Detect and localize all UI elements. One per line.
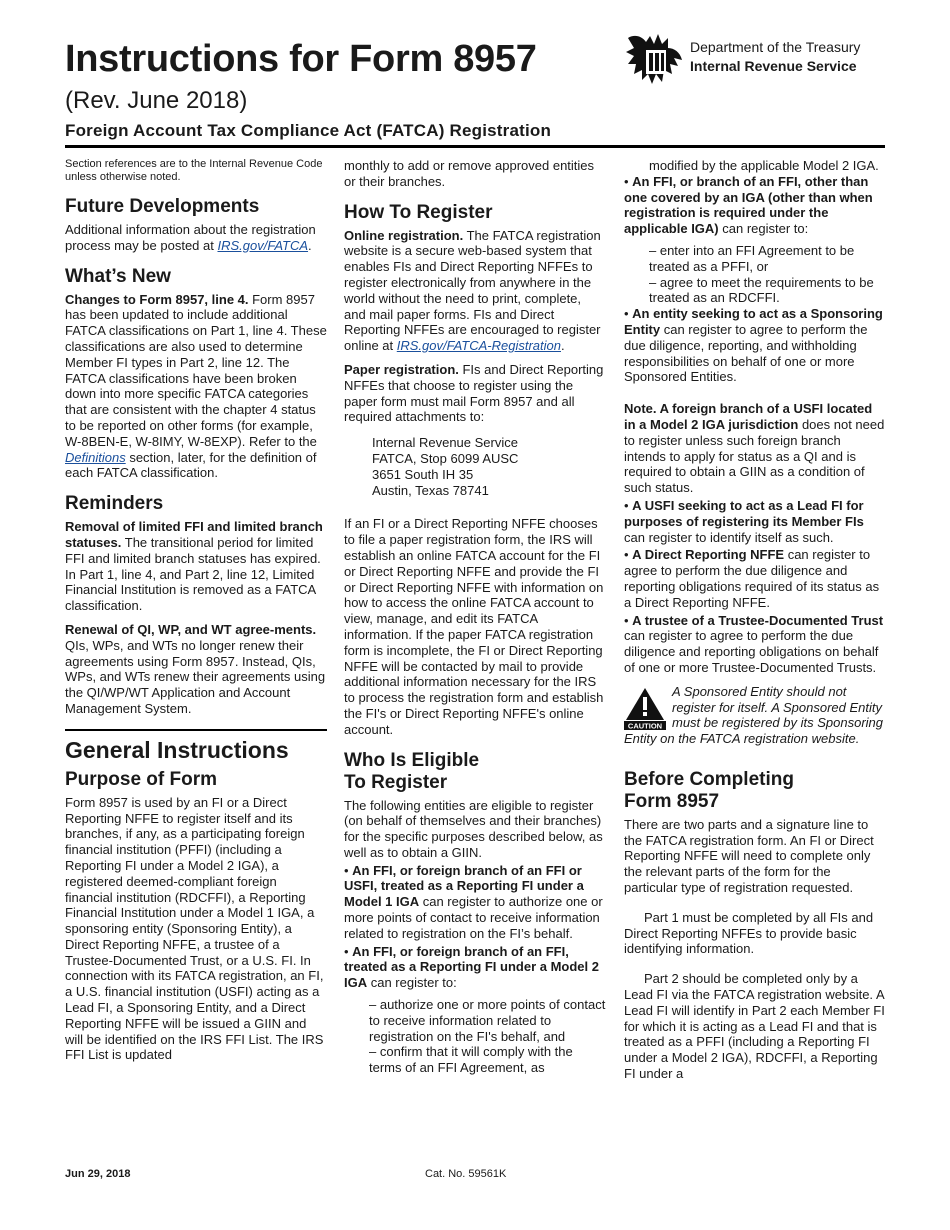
future-developments-heading: Future Developments (65, 196, 260, 217)
mailing-address: Internal Revenue Service FATCA, Stop 6099 AUSC 3651 South IH 35 Austin, Texas 78741 (372, 435, 519, 498)
column-1 (65, 158, 327, 1071)
whats-new-heading: What’s New (65, 265, 171, 287)
part2-text: Part 2 should be completed only by a Lead FI via the FATCA registration website. A Lead FI will identify in Part 2 each Member FI for which it is acting as a Lead FI and that is treated as a PFFI (including a Reporting FI under a Model 2 IGA), RDCFFI, a Reporting FI under a (624, 971, 885, 1082)
column-3 (624, 158, 886, 1090)
col2-continued-text: monthly to add or remove approved entities or their branches. (344, 158, 595, 189)
note-paragraph: Note. A foreign branch of a USFI located in a Model 2 IGA jurisdiction does not need to register unless such foreign branch intends to apply for status as a QI and is required to obtain a GIIN as a condition of such status. (624, 401, 885, 496)
page-title: Instructions for Form 8957 (65, 38, 537, 80)
renewal-paragraph: Renewal of QI, WP, and WT agree-ments. QIs, WPs, and WTs no longer renew their agreements using Form 8957. Instead, QIs, WPs, and WTs renew their agreements using the QI/WP/WT Application and Account Management System. (65, 621, 326, 716)
changes-paragraph: Changes to Form 8957, line 4. Form 8957 has been updated to include additional FATCA classifications on Part 1, line 4. These classifications are also used to determine Member FI types in Part 2, line 12. The FATCA classifications have been broken down into more specific FATCA categories that are consistent with the chapter 4 status to be reported on other forms (for example, W-8BEN-E, W-8IMY, W-8EXP). Refer to the Definitions section, later, for the definition of each FATCA classification. (65, 291, 327, 481)
eligible-item-sponsoring: • An entity seeking to act as a Sponsoring Entity can register to agree to perform the due diligence, reporting, and withholding responsibilities on behalf of one or more Sponsored Entities. (624, 306, 883, 385)
paper-registration-paragraph: Paper registration. FIs and Direct Reporting NFFEs that choose to register using the paper form must mail Form 8957 and all required attachments to: (344, 361, 604, 425)
eligible-item-non-iga: • An FFI, or branch of an FFI, other than one covered by an IGA (other than when registration is required under the applicable IGA) can register to: (624, 173, 873, 237)
footer-date: Jun 29, 2018 (65, 1168, 131, 1180)
model2-sub-item-2: – confirm that it will comply with the terms of an FFI Agreement, as (369, 1044, 573, 1076)
eligible-item-direct-nffe: • A Direct Reporting NFFE can register to agree to perform the due diligence and reporting obligations required of its status as a Direct Reporting NFFE. (624, 547, 880, 610)
page-subtitle: Foreign Account Tax Compliance Act (FATCA) Registration (65, 121, 552, 140)
section-references: Section references are to the Internal Revenue Code unless otherwise noted. (65, 158, 323, 183)
paper-followup-paragraph: If an FI or a Direct Reporting NFFE chooses to file a paper registration form, the IRS will establish an online FATCA account for the FI or Direct Reporting NFFE and provide the FI or Direct Reporting NFFE with information on how to access the online FATCA account to view, manage, and edit its FATCA information. If the paper FATCA registration form is incomplete, the FI or Direct Reporting NFFE will be contacted by mail to provide additional information necessary for the IRS to process the registration form and establish the FI's or Direct Reporting NFFE's online account. (344, 516, 604, 737)
non-iga-sub-item-1: – enter into an FFI Agreement to be treated as a PFFI, or (649, 242, 855, 274)
irs-eagle-logo-icon (624, 32, 686, 86)
future-developments-text: Additional information about the registration process may be posted at IRS.gov/FATCA. (65, 222, 316, 253)
model2-sub-item-1: – authorize one or more points of contact to receive information related to registration on the FI's behalf, and (369, 997, 606, 1044)
svg-text:CAUTION: CAUTION (627, 721, 663, 730)
reminders-heading: Reminders (65, 493, 164, 515)
how-to-register-heading: How To Register (344, 201, 493, 223)
removal-paragraph: Removal of limited FFI and limited branch statuses. The transitional period for limited FFI and limited branch statuses has expired. In Part 1, line 4, and Part 2, line 12, Limited Financial Institution is removed as a FATCA classification. (65, 519, 323, 614)
irs-fatca-link[interactable]: IRS.gov/FATCA (217, 237, 309, 253)
caution-box (624, 684, 886, 747)
eligible-item-model1: • An FFI, or foreign branch of an FFI or USFI, treated as a Reporting FI under a Model 1 IGA can register to authorize one or more points of contact to receive information related to registration on the FI’s behalf. (344, 862, 603, 941)
general-instructions-heading: General Instructions (65, 729, 327, 763)
who-eligible-text: The following entities are eligible to register (on behalf of themselves and their branches) for the specific purposes described below, as well as to obtain a GIIN. (344, 797, 603, 860)
before-completing-text: There are two parts and a signature line to the FATCA registration form. An FI or Direct Reporting NFFE will need to complete only the relevant parts of the form for the particular type of registration requested. (624, 816, 874, 896)
caution-text: A Sponsored Entity should not register for itself. A Sponsored Entity must be registered by its Sponsoring Entity on the FATCA registration website. (624, 683, 883, 747)
purpose-heading: Purpose of Form (65, 768, 218, 790)
department-name: Department of the Treasury (690, 39, 861, 55)
header-rule (65, 145, 885, 148)
part1-text: Part 1 must be completed by all FIs and Direct Reporting NFFEs to provide basic identifying information. (624, 909, 874, 957)
col3-continued-text: modified by the applicable Model 2 IGA. (649, 158, 879, 173)
agency-name: Internal Revenue Service (690, 58, 857, 74)
online-registration-paragraph: Online registration. The FATCA registration website is a secure web-based system that enables FIs and Direct Reporting NFFEs to register electronically from anywhere in the world without the need to print, complete, and mail paper forms. FIs and Direct Reporting NFFEs are encouraged to register online at IRS.gov/FATCA-Registration. (344, 227, 601, 354)
revision-date: (Rev. June 2018) (65, 87, 248, 114)
column-2 (344, 158, 606, 1076)
catalog-number: Cat. No. 59561K (425, 1168, 507, 1180)
definitions-link[interactable]: Definitions (65, 449, 126, 465)
caution-icon (624, 686, 666, 730)
eligible-item-model2: • An FFI, or foreign branch of an FFI, treated as a Reporting FI under a Model 2 IGA can register to: (344, 943, 599, 991)
purpose-paragraph: Form 8957 is used by an FI or a Direct Reporting NFFE to register itself and its branches, if any, as a participating foreign financial institution (PFFI) (including a Reporting FI under a Model 2 IGA), a registered deemed-compliant foreign financial institution (RDCFFI), a Reporting Financial Institution under a Model 1 IGA, a sponsoring entity (Sponsoring Entity), a Direct Reporting NFFE, a trustee of a Trustee-Documented Trust, or a U.S. FI. In connection with its FATCA registration, an FI, a U.S. financial institution (USFI) acting as a Lead FI, a Sponsoring Entity, and a Direct Reporting NFFE will be issued a GIIN and will be identified on the IRS FFI List. The IRS FFI List is updated (65, 794, 324, 1063)
non-iga-sub-item-2: – agree to meet the requirements to be treated as an RDCFFI. (649, 274, 874, 306)
before-completing-heading: Before Completing Form 8957 (624, 768, 794, 812)
eligible-item-lead-fi: • A USFI seeking to act as a Lead FI for purposes of registering its Member FIs can register to identify itself as such. (624, 497, 864, 545)
who-eligible-heading: Who Is Eligible To Register (344, 749, 480, 793)
fatca-registration-link[interactable]: IRS.gov/FATCA-Registration (396, 338, 561, 354)
eligible-item-trustee: • A trustee of a Trustee-Documented Trust can register to agree to perform the due diligence and reporting obligations on behalf of one or more Trustee-Documented Trusts. (624, 612, 884, 675)
agency-block (690, 38, 860, 76)
